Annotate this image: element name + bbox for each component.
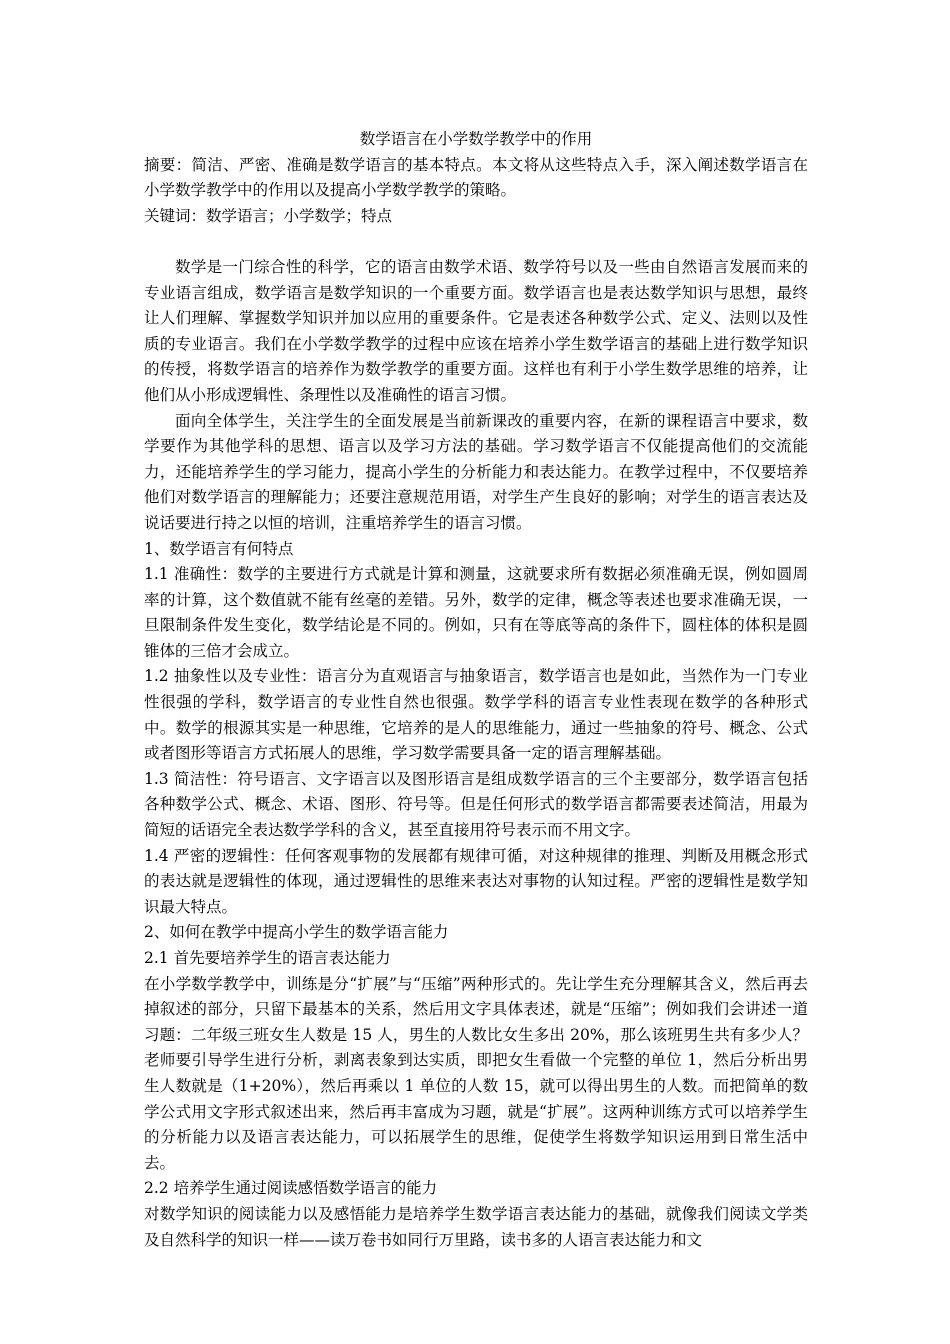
section-1-item-conciseness: 1.3 简洁性：符号语言、文字语言以及图形语言是组成数学语言的三个主要部分，数学语言包括各种数学公式、概念、术语、图形、符号等。但是任何形式的数学语言都需要表述简洁，用最为简短的话语完全表达数学学科的含义，甚至直接用符号表示而不用文字。: [144, 769, 808, 840]
intro-paragraph-1: 数学是一门综合性的科学，它的语言由数学术语、数学符号以及一些由自然语言发展而来的专业语言组成，数学语言是数学知识的一个重要方面。数学语言也是表达数学知识与思想，最终让人们理解、掌握数学知识并加以应用的重要条件。它是表述各种数学公式、定义、法则以及性质的专业语言。我们在小学数学教学的过程中应该在培养小学生数学语言的基础上进行数学知识的传授，将数学语言的培养作为数学教学的重要方面。这样也有利于小学生数学思维的培养，让他们从小形成逻辑性、条理性以及准确性的语言习惯。: [144, 257, 808, 404]
section-2-heading: 2、如何在教学中提高小学生的数学语言能力: [144, 923, 449, 942]
section-1-item-logic: 1.4 严密的逻辑性：任何客观事物的发展都有规律可循，对这种规律的推理、判断及用概念形式的表达就是逻辑性的体现，通过逻辑性的思维来表达对事物的认知过程。严密的逻辑性是数学知识最大特点。: [144, 846, 808, 916]
section-2-2-heading: 2.2 培养学生通过阅读感悟数学语言的能力: [144, 1179, 438, 1198]
section-1-item-accuracy: 1.1 准确性：数学的主要进行方式就是计算和测量，这就要求所有数据必须准确无误，例如圆周率的计算，这个数值就不能有丝毫的差错。另外，数学的定律，概念等表述也要求准确无误，一旦限制条件发生变化，数学结论是不同的。例如，只有在等底等高的条件下，圆柱体的体积是圆锥体的三倍才会成立。: [144, 565, 808, 660]
document-page: [144, 127, 808, 1253]
abstract: 摘要：简洁、严密、准确是数学语言的基本特点。本文将从这些特点入手，深入阐述数学语言在小学数学教学中的作用以及提高小学数学教学的策略。: [144, 155, 808, 200]
section-1-item-abstraction: 1.2 抽象性以及专业性：语言分为直观语言与抽象语言，数学语言也是如此，当然作为一门专业性很强的学科，数学语言的专业性自然也很强。数学学科的语言专业性表现在数学的各种形式中。数学的根源其实是一种思维，它培养的是人的思维能力，通过一些抽象的符号、概念、公式或者图形等语言方式拓展人的思维，学习数学需要具备一定的语言理解基础。: [144, 667, 808, 763]
section-2-1-body: 在小学数学教学中，训练是分“扩展”与“压缩”两种形式的。先让学生充分理解其含义，然后再去掉叙述的部分，只留下最基本的关系，然后用文字具体表述，就是“压缩”；例如我们会讲述一道习题：二年级三班女生人数是 15 人，男生的人数比女生多出 20%，那么该班男生共有多少人？老师要引导学生进行分析，剥离表象到达实质，即把女生看做一个完整的单位 1，然后分析出男生人数就是（1+20%），然后再乘以 1 单位的人数 15，就可以得出男生的人数。而把简单的数学公式用文字形式叙述出来，然后再丰富成为习题，就是“扩展”。这两种训练方式可以培养学生的分析能力以及语言表达能力，可以拓展学生的思维，促使学生将数学知识运用到日常生活中去。: [144, 974, 808, 1172]
section-1-heading: 1、数学语言有何特点: [144, 539, 294, 558]
section-2-1-heading: 2.1 首先要培养学生的语言表达能力: [144, 949, 391, 967]
document-title: 数学语言在小学数学教学中的作用: [359, 130, 593, 148]
blank-line: [144, 229, 808, 255]
keywords: 关键词：数学语言；小学数学；特点: [144, 206, 393, 225]
section-2-2-body: 对数学知识的阅读能力以及感悟能力是培养学生数学语言表达能力的基础，就像我们阅读文学类及自然科学的知识一样——读万卷书如同行万里路，读书多的人语言表达能力和文: [144, 1204, 808, 1249]
intro-paragraph-2: 面向全体学生，关注学生的全面发展是当前新课改的重要内容，在新的课程语言中要求，数学要作为其他学科的思想、语言以及学习方法的基础。学习数学语言不仅能提高他们的交流能力，还能培养学生的学习能力，提高小学生的分析能力和表达能力。在教学过程中，不仅要培养他们对数学语言的理解能力；还要注意规范用语，对学生产生良好的影响；对学生的语言表达及说话要进行持之以恒的培训，注重培养学生的语言习惯。: [144, 411, 808, 532]
